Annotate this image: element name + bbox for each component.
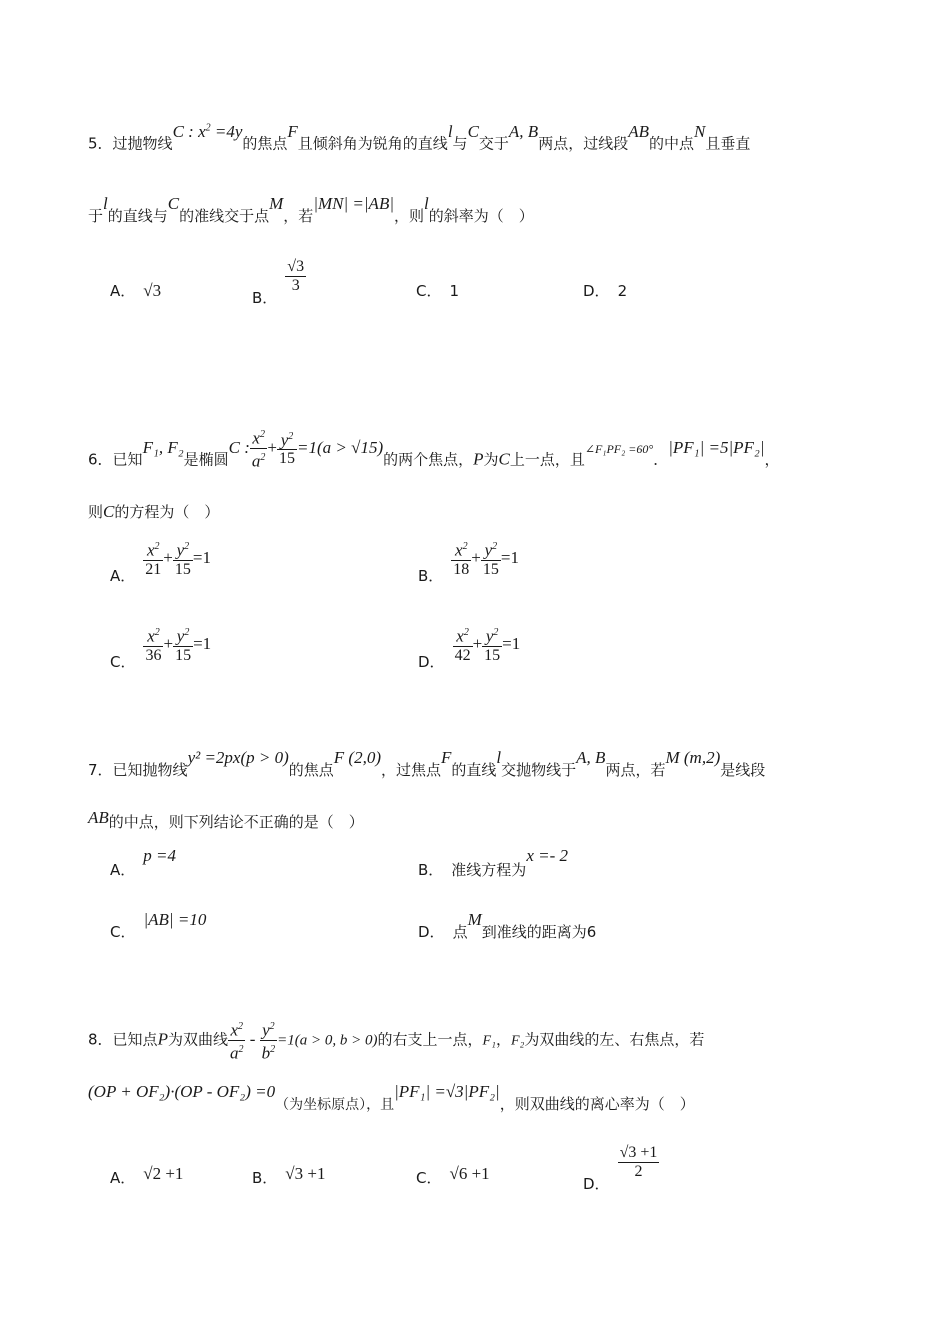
q5-number: 5．: [88, 134, 113, 153]
q6-line2: 则C的方程为（ ）: [88, 502, 220, 521]
q6-option-a[interactable]: A． $\frac{x^2}{21}$ + $\frac{y^2}{15}$ =1: [110, 538, 211, 579]
q5-line1: 5．过抛物线C : $x^2 =4y$的焦点F且倾斜角为锐角的直线l与C交于A, B两点，过线段AB的中点N且垂直: [88, 121, 751, 153]
q5-option-b[interactable]: B． $\frac{√3}{3}$: [252, 258, 305, 307]
q6-line1: 6．已知F₁, F₂是椭圆C : $\frac{x^2}{a^2}$ + $\frac{y^2}{15}$ =1(a > √15)的两个焦点，P为C上一点，且$^{\angle F_1PF_2 =60^\circ}$．|PF₁| =5|PF₂|，: [88, 438, 780, 482]
q7-option-a[interactable]: A．p =4: [110, 846, 176, 879]
q8-line1: 8．已知点P为双曲线 $\frac{x^2}{a^2}$ - $\frac{y^2}{b^2}$ =1(a > 0, b > 0)的右支上一点，F₁，F₂为双曲线的左、右焦点，若: [88, 1018, 704, 1062]
q7-option-b[interactable]: B． 准线方程为x =- 2: [418, 846, 568, 879]
q7-option-c[interactable]: C．|AB| =10: [110, 910, 207, 941]
q5-option-a[interactable]: A． √3: [110, 281, 162, 300]
q8-option-c[interactable]: C． √6 +1: [416, 1164, 490, 1187]
q8-option-b[interactable]: B． √3 +1: [252, 1164, 326, 1187]
q5-option-d[interactable]: D． 2: [583, 282, 628, 300]
q8-option-d[interactable]: D． $\frac{√3 +1}{2}$: [583, 1144, 658, 1193]
q7-line2: AB的中点，则下列结论不正确的是（ ）: [88, 808, 364, 831]
q7-option-d[interactable]: D． 点M到准线的距离为6: [418, 910, 597, 941]
q8-line2: (OP + OF₂)·(OP - OF₂) =0（为坐标原点），且|PF₁| =√3|PF₂|，则双曲线的离心率为（ ）: [88, 1082, 695, 1113]
q6-option-d[interactable]: D． $\frac{x^2}{42}$ + $\frac{y^2}{15}$ =1: [418, 624, 520, 665]
q5-line2: 于l的直线与C的准线交于点M，若|MN| =|AB|，则l的斜率为（ ）: [88, 194, 534, 225]
q8-option-a[interactable]: A． √2 +1: [110, 1164, 184, 1187]
q5-option-c[interactable]: C． 1: [416, 282, 460, 300]
q6-option-b[interactable]: B． $\frac{x^2}{18}$ + $\frac{y^2}{15}$ =1: [418, 538, 519, 579]
q6-option-c[interactable]: C． $\frac{x^2}{36}$ + $\frac{y^2}{15}$ =1: [110, 624, 211, 665]
q7-line1: 7．已知抛物线y² =2px(p > 0)的焦点F (2,0)，过焦点F的直线l交抛物线于A, B两点，若M (m,2)是线段: [88, 748, 766, 779]
q5-parabola-eq: C : $x^2 =4y$: [172, 121, 243, 141]
